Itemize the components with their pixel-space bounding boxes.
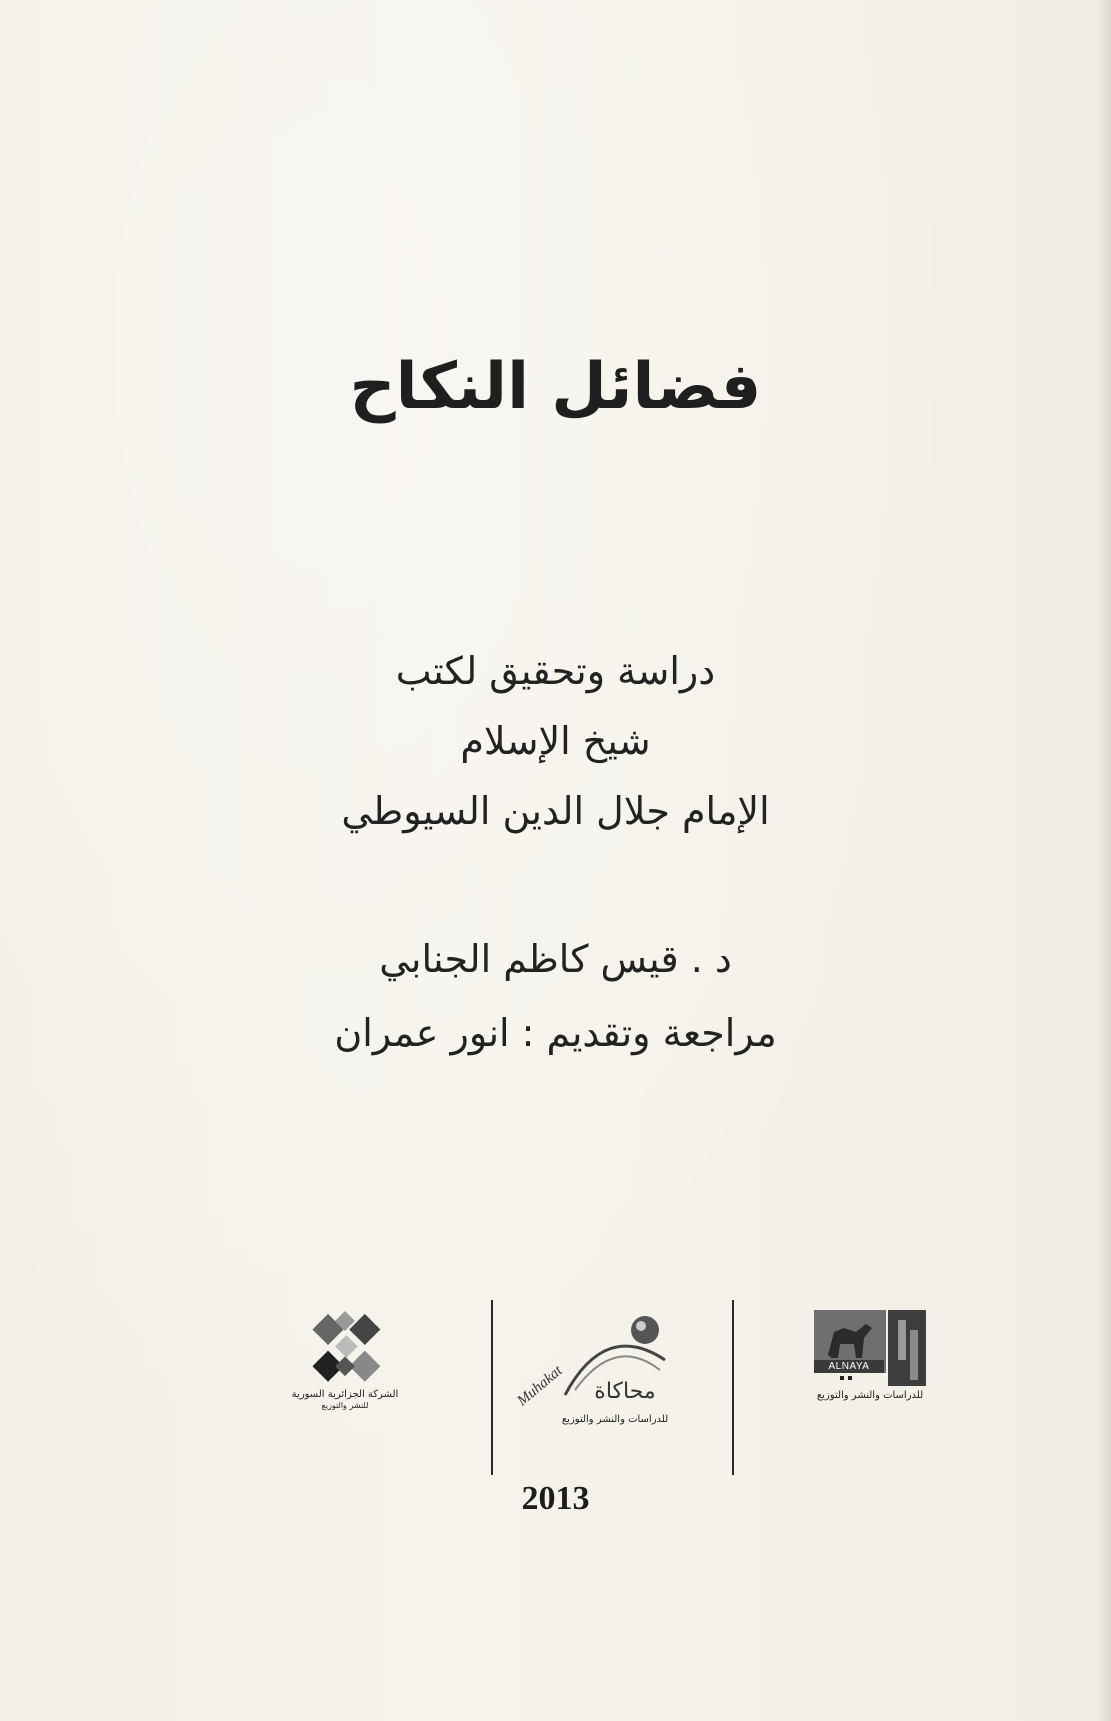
publisher-logo-algerian-syrian bbox=[280, 1305, 410, 1410]
logo-divider-left bbox=[491, 1300, 493, 1475]
publisher-logo-muhakat bbox=[514, 1300, 690, 1425]
subtitle-line-3: الإمام جلال الدين السيوطي bbox=[341, 789, 770, 833]
author-name: د . قيس كاظم الجنابي bbox=[379, 937, 732, 981]
muhakat-latin-name: Muhakat bbox=[514, 1362, 566, 1410]
publisher-logo-alnaya bbox=[800, 1310, 940, 1401]
book-title: فضائل النكاح bbox=[349, 350, 762, 424]
publisher-right-caption: للدراسات والنشر والتوزيع bbox=[816, 1390, 924, 1401]
publication-year: 2013 bbox=[521, 1480, 590, 1517]
alnaya-latin-name: ALNAYA bbox=[814, 1360, 884, 1373]
muhakat-arabic-name: محاكاة bbox=[594, 1379, 656, 1404]
publisher-left-caption-1: الشركة الجزائرية السورية bbox=[291, 1389, 399, 1400]
review-credit: مراجعة وتقديم : انور عمران bbox=[334, 1011, 777, 1055]
study-description bbox=[0, 636, 1111, 846]
publisher-center-caption: للدراسات والنشر والتوزيع bbox=[561, 1414, 669, 1425]
subtitle-line-1: دراسة وتحقيق لكتب bbox=[395, 649, 716, 693]
muhakat-logo-icon bbox=[514, 1300, 685, 1410]
publisher-left-caption-2: للنشر والتوزيع bbox=[321, 1401, 369, 1410]
subtitle-line-2: شيخ الإسلام bbox=[460, 719, 651, 763]
diamond-pattern-logo-icon bbox=[290, 1305, 400, 1385]
credits bbox=[0, 922, 1111, 1070]
alnaya-logo-icon bbox=[814, 1310, 926, 1386]
page-edge-shadow bbox=[1097, 0, 1111, 1721]
logo-divider-right bbox=[732, 1300, 734, 1475]
